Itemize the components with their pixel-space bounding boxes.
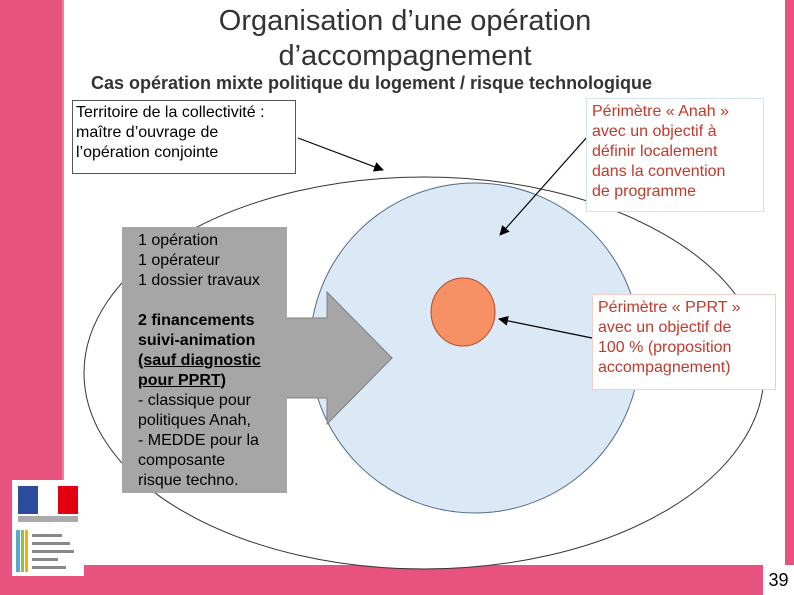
republique-francaise-logo-icon [18,486,78,514]
territory-pointer-arrow [298,138,383,170]
ministry-emblem-icon [16,530,80,572]
financing-line-3: (sauf diagnostic [138,352,261,369]
financing-line-2: suivi-animation [138,332,256,349]
anah-perimeter-label-box: Périmètre « Anah » avec un objectif à définir localement dans la convention de programme [586,98,764,212]
territory-label-box: Territoire de la collectivité : maître d’ouvrage de l’opération conjointe [72,100,296,174]
pprt-perimeter-circle [431,278,495,346]
logo-caption-mark [18,516,78,522]
financing-line-1: 2 financements [138,312,255,329]
page-number: 39 [763,565,794,595]
slide-subtitle: Cas opération mixte politique du logement / risque technologique [91,73,653,93]
financing-line-9: risque techno. [138,472,239,489]
financing-line-5: - classique pour [138,392,251,409]
slide-title: Organisation d’une opération d’accompagnement [218,5,592,72]
pprt-perimeter-label-box: Périmètre « PPRT » avec un objectif de 100 % (proposition accompagnement) [592,294,776,390]
operation-line-3: 1 dossier travaux [138,272,260,289]
financing-line-7: - MEDDE pour la [138,432,259,449]
ministry-logo [12,480,84,576]
financing-line-6: politiques Anah, [138,412,251,429]
financing-line-8: composante [138,452,226,469]
operation-details-box [122,227,287,493]
operation-line-1: 1 opération [138,232,219,249]
financing-line-4-suffix: ) [220,372,226,389]
financing-line-4: pour PPRT [138,372,221,389]
operation-line-2: 1 opérateur [138,252,220,269]
